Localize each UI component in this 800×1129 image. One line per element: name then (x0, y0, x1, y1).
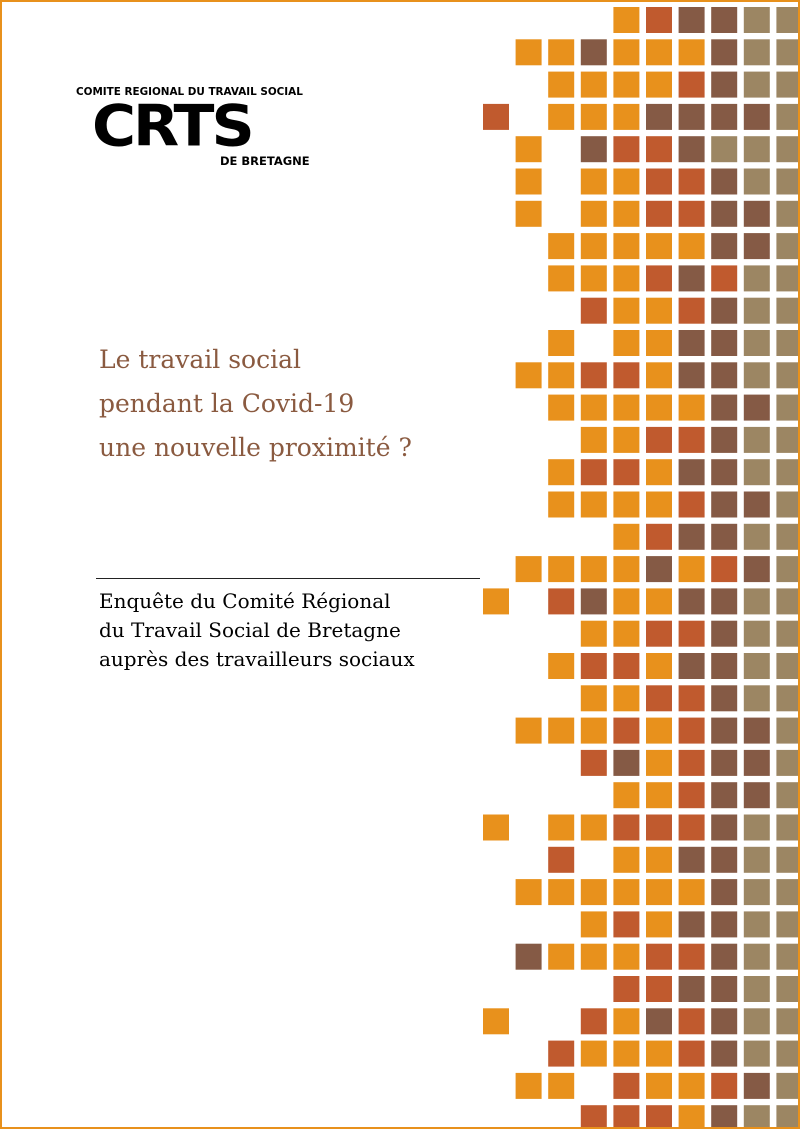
title-line-3: une nouvelle proximité ? (99, 433, 412, 462)
mosaic-square (646, 1041, 672, 1067)
mosaic-square (711, 1041, 737, 1067)
mosaic-square (581, 427, 607, 453)
mosaic-square (679, 427, 705, 453)
mosaic-square (711, 169, 737, 195)
mosaic-square (711, 492, 737, 518)
mosaic-square (744, 427, 770, 453)
mosaic-square (711, 653, 737, 679)
mosaic-square (679, 136, 705, 162)
mosaic-square (711, 588, 737, 614)
mosaic-square (744, 72, 770, 98)
mosaic-square (548, 556, 574, 582)
mosaic-square (776, 944, 800, 970)
mosaic-square (646, 782, 672, 808)
mosaic-square (548, 39, 574, 65)
mosaic-square (711, 39, 737, 65)
mosaic-square (646, 459, 672, 485)
mosaic-square (516, 362, 542, 388)
mosaic-square (776, 524, 800, 550)
mosaic-square (711, 685, 737, 711)
mosaic-square (581, 1041, 607, 1067)
mosaic-square (516, 136, 542, 162)
mosaic-square (776, 72, 800, 98)
mosaic-square (744, 233, 770, 259)
mosaic-square (646, 718, 672, 744)
mosaic-square (744, 524, 770, 550)
mosaic-square (548, 233, 574, 259)
mosaic-square (646, 879, 672, 905)
mosaic-square (548, 588, 574, 614)
mosaic-square (711, 524, 737, 550)
mosaic-square (548, 72, 574, 98)
mosaic-square (679, 265, 705, 291)
mosaic-square (776, 136, 800, 162)
mosaic-square (744, 944, 770, 970)
mosaic-square (581, 492, 607, 518)
mosaic-square (744, 685, 770, 711)
mosaic-square (679, 104, 705, 130)
mosaic-square (711, 362, 737, 388)
mosaic-square (776, 201, 800, 227)
mosaic-square (581, 621, 607, 647)
mosaic-square (548, 879, 574, 905)
mosaic-square (744, 492, 770, 518)
mosaic-square (711, 233, 737, 259)
mosaic-square (776, 1105, 800, 1129)
mosaic-square (776, 556, 800, 582)
mosaic-square (646, 362, 672, 388)
mosaic-square (776, 233, 800, 259)
mosaic-square (744, 879, 770, 905)
mosaic-square (613, 847, 639, 873)
mosaic-square (711, 750, 737, 776)
mosaic-square (744, 588, 770, 614)
mosaic-square (646, 104, 672, 130)
mosaic-square (776, 1073, 800, 1099)
mosaic-square (483, 1008, 509, 1034)
mosaic-square (613, 104, 639, 130)
mosaic-square (613, 815, 639, 841)
mosaic-square (744, 265, 770, 291)
mosaic-square (679, 39, 705, 65)
mosaic-square (613, 911, 639, 937)
mosaic-square (581, 459, 607, 485)
mosaic-square (581, 1008, 607, 1034)
mosaic-square (679, 976, 705, 1002)
mosaic-square (776, 815, 800, 841)
mosaic-square (776, 265, 800, 291)
mosaic-square (679, 718, 705, 744)
mosaic-square (516, 201, 542, 227)
mosaic-square (646, 136, 672, 162)
mosaic-square (646, 39, 672, 65)
mosaic-square (744, 136, 770, 162)
document-title (99, 338, 479, 470)
mosaic-square (679, 588, 705, 614)
mosaic-square (679, 847, 705, 873)
mosaic-square (679, 685, 705, 711)
mosaic-square (613, 782, 639, 808)
mosaic-square (613, 362, 639, 388)
mosaic-square (679, 653, 705, 679)
mosaic-square (711, 459, 737, 485)
mosaic-square (744, 169, 770, 195)
mosaic-square (646, 395, 672, 421)
mosaic-square (581, 395, 607, 421)
logo-acronym: CRTS (92, 93, 252, 160)
mosaic-square (548, 330, 574, 356)
mosaic-square (679, 621, 705, 647)
mosaic-square (776, 911, 800, 937)
mosaic-square (548, 944, 574, 970)
mosaic-square (613, 492, 639, 518)
mosaic-square (581, 362, 607, 388)
mosaic-square (744, 621, 770, 647)
mosaic-square (679, 459, 705, 485)
mosaic-square (744, 104, 770, 130)
document-subtitle (99, 587, 479, 674)
mosaic-square (581, 750, 607, 776)
mosaic-square (613, 233, 639, 259)
mosaic-square (581, 39, 607, 65)
mosaic-square (744, 750, 770, 776)
mosaic-square (646, 72, 672, 98)
mosaic-square (548, 847, 574, 873)
mosaic-square (679, 944, 705, 970)
mosaic-square (548, 265, 574, 291)
mosaic-square (613, 718, 639, 744)
mosaic-square (516, 1073, 542, 1099)
mosaic-square (679, 1105, 705, 1129)
mosaic-square (679, 169, 705, 195)
mosaic-square (679, 556, 705, 582)
mosaic-square (776, 782, 800, 808)
mosaic-square (548, 459, 574, 485)
mosaic-square (646, 1105, 672, 1129)
mosaic-square (516, 39, 542, 65)
mosaic-square (711, 815, 737, 841)
mosaic-square (646, 588, 672, 614)
mosaic-square (646, 201, 672, 227)
mosaic-square (679, 72, 705, 98)
mosaic-square (711, 136, 737, 162)
mosaic-square (744, 556, 770, 582)
mosaic-square (744, 976, 770, 1002)
mosaic-square (679, 395, 705, 421)
mosaic-square (711, 911, 737, 937)
logo-bottom-line: DE BRETAGNE (220, 154, 310, 168)
mosaic-square (613, 265, 639, 291)
mosaic-square (711, 330, 737, 356)
mosaic-square (581, 265, 607, 291)
mosaic-square (581, 201, 607, 227)
mosaic-square (646, 685, 672, 711)
mosaic-square (711, 427, 737, 453)
mosaic-square (613, 879, 639, 905)
mosaic-square (581, 944, 607, 970)
mosaic-square (548, 395, 574, 421)
mosaic-square (776, 459, 800, 485)
mosaic-square (711, 1105, 737, 1129)
mosaic-square (613, 1008, 639, 1034)
mosaic-square (744, 782, 770, 808)
mosaic-square (483, 815, 509, 841)
mosaic-square (613, 427, 639, 453)
mosaic-square (646, 911, 672, 937)
mosaic-square (679, 201, 705, 227)
mosaic-square (613, 1105, 639, 1129)
mosaic-square (548, 1041, 574, 1067)
mosaic-square (679, 524, 705, 550)
mosaic-square (613, 169, 639, 195)
mosaic-square (711, 879, 737, 905)
mosaic-square (744, 718, 770, 744)
mosaic-square (581, 233, 607, 259)
mosaic-square (613, 621, 639, 647)
mosaic-square (613, 72, 639, 98)
mosaic-square (776, 847, 800, 873)
mosaic-square (776, 976, 800, 1002)
mosaic-square (776, 588, 800, 614)
mosaic-square (776, 330, 800, 356)
mosaic-square (744, 7, 770, 33)
mosaic-square (581, 1105, 607, 1129)
mosaic-square (776, 1008, 800, 1034)
mosaic-square (613, 944, 639, 970)
mosaic-square (581, 911, 607, 937)
mosaic-square (646, 524, 672, 550)
mosaic-square (776, 169, 800, 195)
mosaic-square (711, 976, 737, 1002)
mosaic-square (548, 1073, 574, 1099)
mosaic-square (679, 1073, 705, 1099)
mosaic-square (744, 201, 770, 227)
mosaic-square (776, 362, 800, 388)
mosaic-square (646, 330, 672, 356)
mosaic-square (711, 201, 737, 227)
subtitle-line-2: du Travail Social de Bretagne (99, 618, 401, 642)
mosaic-square (744, 362, 770, 388)
mosaic-square (613, 1041, 639, 1067)
mosaic-square (776, 104, 800, 130)
mosaic-square (744, 330, 770, 356)
mosaic-square (744, 1105, 770, 1129)
subtitle-line-3: auprès des travailleurs sociaux (99, 647, 415, 671)
title-line-2: pendant la Covid-19 (99, 389, 355, 418)
mosaic-square (646, 233, 672, 259)
mosaic-square (744, 298, 770, 324)
mosaic-square (613, 330, 639, 356)
mosaic-square (679, 7, 705, 33)
mosaic-square (613, 7, 639, 33)
mosaic-square (483, 104, 509, 130)
mosaic-square (711, 1073, 737, 1099)
title-line-1: Le travail social (99, 345, 301, 374)
mosaic-square (744, 815, 770, 841)
mosaic-square (776, 718, 800, 744)
mosaic-square (711, 556, 737, 582)
subtitle-line-1: Enquête du Comité Régional (99, 589, 391, 613)
mosaic-square (613, 750, 639, 776)
mosaic-square (516, 169, 542, 195)
mosaic-square (711, 7, 737, 33)
mosaic-square (776, 427, 800, 453)
mosaic-square (679, 782, 705, 808)
mosaic-square (613, 395, 639, 421)
mosaic-square (646, 1008, 672, 1034)
mosaic-square (613, 201, 639, 227)
mosaic-square (581, 879, 607, 905)
mosaic-square (613, 136, 639, 162)
mosaic-square (744, 847, 770, 873)
mosaic-square (613, 588, 639, 614)
mosaic-square (776, 492, 800, 518)
mosaic-square (711, 718, 737, 744)
mosaic-square (776, 298, 800, 324)
mosaic-square (581, 588, 607, 614)
mosaic-square (581, 72, 607, 98)
mosaic-square (679, 815, 705, 841)
mosaic-square (679, 330, 705, 356)
mosaic-square (679, 298, 705, 324)
mosaic-square (744, 1041, 770, 1067)
mosaic-square (679, 1041, 705, 1067)
mosaic-square (711, 72, 737, 98)
mosaic-square (581, 298, 607, 324)
mosaic-square (776, 685, 800, 711)
mosaic-square (613, 298, 639, 324)
mosaic-square (646, 847, 672, 873)
mosaic-square (581, 685, 607, 711)
mosaic-square (548, 815, 574, 841)
mosaic-square (646, 944, 672, 970)
mosaic-square (581, 653, 607, 679)
mosaic-square (613, 39, 639, 65)
mosaic-square (646, 492, 672, 518)
mosaic-square (711, 944, 737, 970)
mosaic-square (776, 7, 800, 33)
mosaic-square (744, 1073, 770, 1099)
mosaic-square (776, 750, 800, 776)
mosaic-square (711, 265, 737, 291)
mosaic-square (679, 750, 705, 776)
mosaic-square (744, 911, 770, 937)
mosaic-square (711, 847, 737, 873)
mosaic-square (776, 39, 800, 65)
mosaic-square (613, 976, 639, 1002)
mosaic-square (776, 879, 800, 905)
mosaic-square (646, 427, 672, 453)
mosaic-square (548, 492, 574, 518)
mosaic-square (613, 524, 639, 550)
mosaic-square (548, 718, 574, 744)
mosaic-square (613, 459, 639, 485)
mosaic-square (581, 718, 607, 744)
mosaic-square (646, 7, 672, 33)
mosaic-square (516, 718, 542, 744)
mosaic-square (646, 750, 672, 776)
mosaic-square (744, 653, 770, 679)
mosaic-square (516, 556, 542, 582)
mosaic-square (548, 104, 574, 130)
mosaic-square (548, 362, 574, 388)
mosaic-square (646, 265, 672, 291)
mosaic-square (679, 879, 705, 905)
mosaic-square (744, 459, 770, 485)
mosaic-square (744, 1008, 770, 1034)
mosaic-square (646, 976, 672, 1002)
mosaic-square (581, 169, 607, 195)
mosaic-square (679, 492, 705, 518)
mosaic-square (646, 1073, 672, 1099)
mosaic-square (646, 169, 672, 195)
mosaic-square (613, 685, 639, 711)
mosaic-square (776, 621, 800, 647)
mosaic-square (581, 136, 607, 162)
mosaic-square (744, 395, 770, 421)
mosaic-square (646, 556, 672, 582)
mosaic-square (776, 1041, 800, 1067)
mosaic-square (711, 621, 737, 647)
mosaic-square (646, 298, 672, 324)
mosaic-square (679, 1008, 705, 1034)
decorative-square-mosaic (2, 2, 800, 1129)
mosaic-square (679, 233, 705, 259)
mosaic-square (744, 39, 770, 65)
mosaic-square (711, 104, 737, 130)
title-divider (96, 578, 480, 579)
mosaic-square (711, 1008, 737, 1034)
mosaic-square (613, 653, 639, 679)
mosaic-square (711, 395, 737, 421)
mosaic-square (711, 298, 737, 324)
mosaic-square (613, 556, 639, 582)
mosaic-square (646, 653, 672, 679)
mosaic-square (776, 653, 800, 679)
mosaic-square (711, 782, 737, 808)
logo-top-line: COMITE REGIONAL DU TRAVAIL SOCIAL (76, 86, 303, 98)
mosaic-square (483, 588, 509, 614)
mosaic-square (516, 879, 542, 905)
mosaic-square (679, 362, 705, 388)
mosaic-square (613, 1073, 639, 1099)
mosaic-square (581, 815, 607, 841)
mosaic-square (646, 621, 672, 647)
mosaic-square (581, 104, 607, 130)
mosaic-square (581, 556, 607, 582)
crts-logo (74, 86, 336, 170)
mosaic-square (679, 911, 705, 937)
mosaic-square (516, 944, 542, 970)
mosaic-square (646, 815, 672, 841)
mosaic-square (776, 395, 800, 421)
mosaic-square (548, 653, 574, 679)
